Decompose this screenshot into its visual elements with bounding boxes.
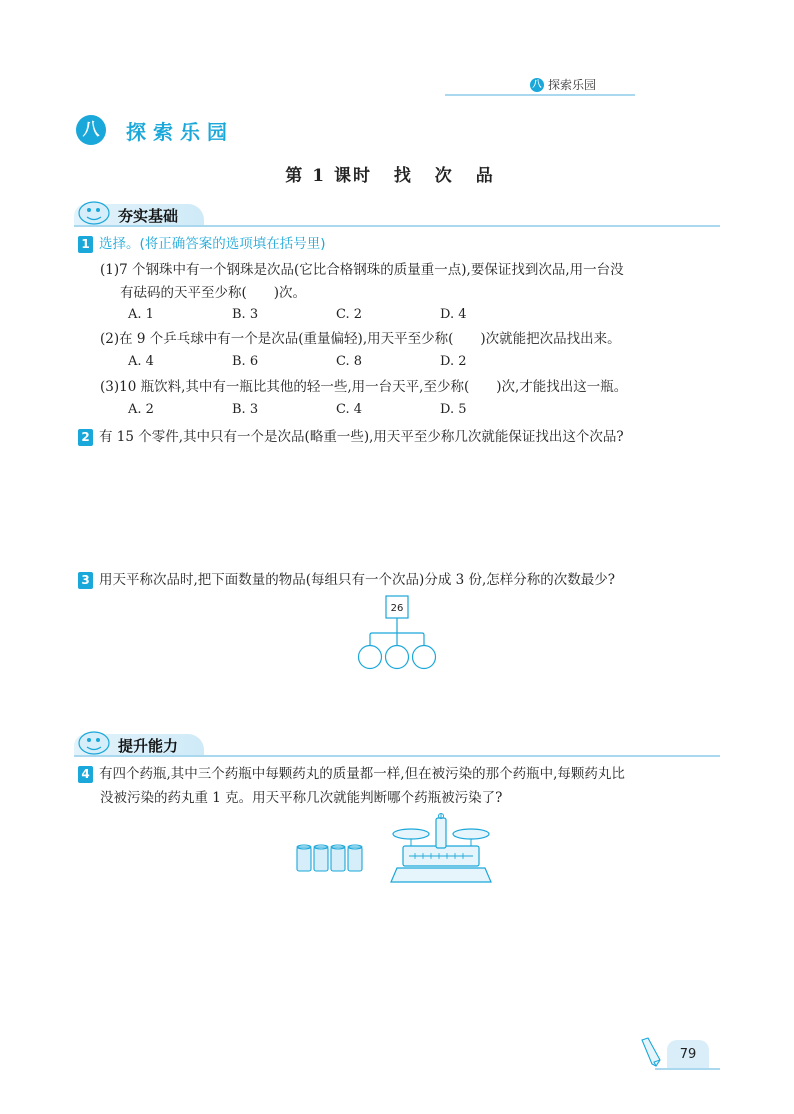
question-1-number: 1 [78,236,93,253]
question-4-number: 4 [78,766,93,783]
page-number: 79 [667,1040,709,1068]
group-circle-2[interactable] [386,646,409,669]
unit-number-badge: 八 [76,115,106,145]
option-a: A. 4 [128,354,154,369]
bottle-icon [331,847,345,871]
section-basics-label: 夯实基础 [118,207,179,225]
question-1-sub-3-options [128,402,544,417]
header-divider [445,94,635,96]
split-diagram [350,595,444,671]
option-a: A. 1 [128,307,154,322]
question-1-header [78,234,326,254]
option-c: C. 8 [336,354,363,369]
total-value: 26 [390,603,404,614]
question-2 [78,427,624,447]
header-chapter-badge: 八 [530,78,544,92]
option-c: C. 4 [336,402,363,417]
group-circle-3[interactable] [413,646,436,669]
question-1-sub-1-line-2: 有砝码的天平至少称( )次。 [120,285,307,301]
question-4 [78,764,718,784]
question-1-sub-2: (2)在 9 个乒乓球中有一个是次品(重量偏轻),用天平至少称( )次就能把次品找出来。 [100,331,621,347]
mascot-icon [76,727,112,757]
unit-title: 探索乐园 [126,120,234,144]
option-d: D. 5 [440,402,467,417]
question-3 [78,570,615,590]
lesson-title-char-1: 找 [393,166,413,186]
bottle-icon [297,847,311,871]
question-1-sub-1-options [128,307,544,322]
question-4-line-2: 没被污染的药丸重 1 克。用天平称几次就能判断哪个药瓶被污染了? [100,790,503,806]
bottle-icon [314,847,328,871]
option-a: A. 2 [128,402,154,417]
option-b: B. 3 [232,402,259,417]
question-2-number: 2 [78,429,93,446]
question-1-sub-3: (3)10 瓶饮料,其中有一瓶比其他的轻一些,用一台天平,至少称( )次,才能找出这一瓶。 [100,379,628,395]
question-2-text: 有 15 个零件,其中只有一个是次品(略重一些),用天平至少称几次就能保证找出这个次品? [99,429,624,445]
header-chapter-title: 探索乐园 [548,78,597,92]
medicine-bottles-illustration [295,843,365,873]
mascot-icon [76,197,112,227]
lesson-title-char-2: 次 [434,166,454,186]
lesson-title [0,161,794,186]
option-b: B. 6 [232,354,259,369]
lesson-number: 第 1 课时 [285,166,372,186]
question-3-text: 用天平称次品时,把下面数量的物品(每组只有一个次品)分成 3 份,怎样分称的次数最少? [99,572,616,588]
balance-scale-icon [385,812,497,884]
question-3-number: 3 [78,572,93,589]
footer-divider [655,1068,720,1070]
group-circle-1[interactable] [359,646,382,669]
bottle-icon [348,847,362,871]
section-advanced-label: 提升能力 [118,737,179,755]
lesson-title-char-3: 品 [475,166,495,186]
option-d: D. 4 [440,307,467,322]
question-1-sub-2-options [128,354,544,369]
question-1-sub-1-line-1: (1)7 个钢珠中有一个钢珠是次品(它比合格钢珠的质量重一点),要保证找到次品,用一台没 [100,262,624,278]
section-advanced-bar [74,733,720,759]
option-b: B. 3 [232,307,259,322]
option-d: D. 2 [440,354,467,369]
section-basics-bar [74,203,720,229]
pencil-icon [638,1036,664,1068]
option-c: C. 2 [336,307,363,322]
question-1-hint: (将正确答案的选项填在括号里) [139,236,326,252]
question-4-line-1: 有四个药瓶,其中三个药瓶中每颗药丸的质量都一样,但在被污染的那个药瓶中,每颗药丸比 [99,766,625,782]
question-1-sub-1 [100,259,722,305]
question-1-title: 选择。 [99,236,140,252]
